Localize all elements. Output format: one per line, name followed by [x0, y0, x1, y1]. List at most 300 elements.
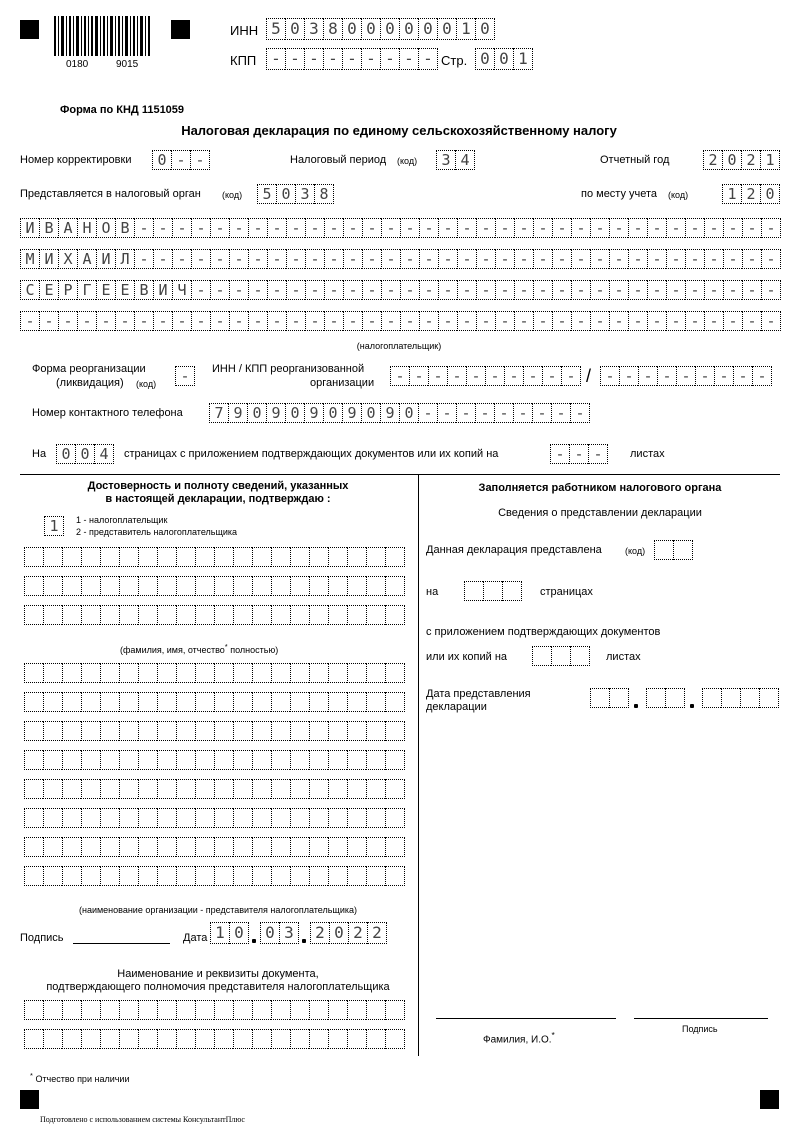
cell	[366, 866, 385, 886]
cell: -	[190, 150, 210, 170]
cell	[100, 605, 119, 625]
grid-row	[24, 721, 408, 739]
cell	[157, 866, 176, 886]
cell	[233, 576, 252, 596]
cell	[252, 1029, 271, 1049]
cell: А	[77, 249, 96, 269]
cell	[81, 663, 100, 683]
cell	[24, 663, 43, 683]
cell: -	[494, 403, 513, 423]
cell: 0	[361, 403, 380, 423]
cell: 0	[399, 18, 418, 40]
cell	[62, 750, 81, 770]
cell: -	[419, 311, 438, 331]
cell	[385, 721, 405, 741]
cell: -	[171, 150, 190, 170]
cell	[24, 605, 43, 625]
cell	[100, 1000, 119, 1020]
cell	[271, 663, 290, 683]
cell: -	[229, 249, 248, 269]
cell	[24, 866, 43, 886]
cell: -	[476, 311, 495, 331]
cell	[100, 866, 119, 886]
cell: -	[666, 249, 685, 269]
cell	[119, 750, 138, 770]
cell	[157, 721, 176, 741]
cell: 4	[455, 150, 475, 170]
cell	[138, 663, 157, 683]
cell	[759, 688, 779, 708]
cell	[138, 779, 157, 799]
cell: -	[533, 218, 552, 238]
cell: -	[419, 218, 438, 238]
cell	[290, 808, 309, 828]
cell: -	[761, 280, 781, 300]
cell	[62, 1000, 81, 1020]
corner-marker-bottom-right	[760, 1090, 779, 1109]
cell: -	[343, 280, 362, 300]
cell	[347, 866, 366, 886]
cell: -	[191, 218, 210, 238]
cell: -	[457, 249, 476, 269]
cell	[385, 1000, 405, 1020]
cell	[24, 779, 43, 799]
cell: -	[324, 311, 343, 331]
cell: Е	[96, 280, 115, 300]
cell: 0	[437, 18, 456, 40]
cell: -	[513, 403, 532, 423]
cell	[62, 605, 81, 625]
cell	[24, 750, 43, 770]
cell	[176, 866, 195, 886]
cell	[119, 605, 138, 625]
cell	[385, 576, 405, 596]
cell: 0	[475, 18, 495, 40]
cell: 1	[210, 922, 229, 944]
cell: -	[267, 311, 286, 331]
cell: -	[571, 280, 590, 300]
cell	[385, 779, 405, 799]
cell	[290, 692, 309, 712]
cell: -	[267, 218, 286, 238]
cell: 2	[741, 150, 760, 170]
cell: -	[457, 311, 476, 331]
cell: -	[447, 366, 466, 386]
cell	[195, 837, 214, 857]
cell: 0	[329, 922, 348, 944]
office-date-dot-2	[690, 704, 694, 708]
cell: -	[476, 218, 495, 238]
cell	[309, 663, 328, 683]
cell	[81, 692, 100, 712]
correction-cells	[152, 150, 210, 170]
cell	[176, 779, 195, 799]
signer-type-cells	[44, 516, 64, 536]
cell	[195, 750, 214, 770]
cell	[24, 721, 43, 741]
cell: -	[419, 249, 438, 269]
cell	[290, 605, 309, 625]
cell	[328, 750, 347, 770]
cell: -	[609, 280, 628, 300]
cell	[138, 866, 157, 886]
cell	[252, 866, 271, 886]
signer-option-1: 1 - налогоплательщик	[76, 515, 168, 525]
cell: 1	[456, 18, 475, 40]
taxpayer-caption: (налогоплательщик)	[356, 341, 442, 351]
cell	[43, 866, 62, 886]
cell	[347, 547, 366, 567]
cell	[271, 866, 290, 886]
cell	[309, 547, 328, 567]
cell	[347, 808, 366, 828]
cell	[366, 808, 385, 828]
cell	[100, 692, 119, 712]
cell	[385, 750, 405, 770]
cell	[157, 779, 176, 799]
grid-row	[24, 1000, 408, 1018]
cell	[138, 547, 157, 567]
cell: 9	[342, 403, 361, 423]
cell	[309, 779, 328, 799]
cell	[328, 1029, 347, 1049]
cell: -	[77, 311, 96, 331]
cell: -	[400, 311, 419, 331]
cell	[62, 1029, 81, 1049]
cell	[366, 837, 385, 857]
cell: Л	[115, 249, 134, 269]
cell: -	[685, 249, 704, 269]
cell: -	[532, 403, 551, 423]
block-top-line	[20, 474, 780, 475]
date-day-cells	[210, 922, 249, 944]
cell	[271, 1000, 290, 1020]
cell	[290, 866, 309, 886]
cell: -	[248, 249, 267, 269]
cell	[176, 605, 195, 625]
cell: -	[286, 218, 305, 238]
cell: -	[552, 249, 571, 269]
cell	[252, 605, 271, 625]
office-date-label-1: Дата представления	[426, 688, 531, 700]
cell: 0	[260, 922, 279, 944]
cell: -	[742, 311, 761, 331]
cell: -	[476, 249, 495, 269]
cell: -	[676, 366, 695, 386]
place-cells	[722, 184, 780, 204]
taxpayer-line-3	[20, 280, 781, 300]
cell	[100, 663, 119, 683]
cell	[62, 866, 81, 886]
cell: Р	[58, 280, 77, 300]
cell: -	[609, 311, 628, 331]
cell: -	[533, 280, 552, 300]
cell: -	[495, 280, 514, 300]
cell: 3	[436, 150, 455, 170]
reorg-inn-kpp-label: ИНН / КПП реорганизованной	[212, 363, 365, 375]
cell: -	[305, 280, 324, 300]
cell	[366, 1000, 385, 1020]
cell	[347, 663, 366, 683]
cell: -	[552, 218, 571, 238]
cell	[214, 808, 233, 828]
cell	[385, 866, 405, 886]
cell: И	[39, 249, 58, 269]
org-caption: (наименование организации - представителя налогоплательщика)	[78, 905, 357, 915]
cell: -	[590, 311, 609, 331]
cell	[271, 605, 290, 625]
cell: -	[361, 48, 380, 70]
grid-row	[24, 779, 408, 797]
cell: 0	[342, 18, 361, 40]
authority-code-label: (код)	[222, 190, 243, 200]
cell	[176, 837, 195, 857]
cell	[81, 808, 100, 828]
cell: -	[343, 218, 362, 238]
cell: И	[153, 280, 172, 300]
grid-row	[24, 605, 408, 623]
cell	[366, 576, 385, 596]
prepared-by-footer: Подготовлено с использованием системы КонсультантПлюс	[40, 1115, 245, 1124]
cell: 8	[314, 184, 334, 204]
corner-marker-bottom-left	[20, 1090, 39, 1109]
cell: -	[324, 280, 343, 300]
cell: -	[409, 366, 428, 386]
cell	[157, 1029, 176, 1049]
cell: 9	[228, 403, 247, 423]
cell: Г	[77, 280, 96, 300]
office-sheets-label: листах	[606, 651, 641, 663]
confirm-heading-2: в настоящей декларации, подтверждаю :	[105, 493, 331, 505]
grid-row	[24, 663, 408, 681]
cell	[271, 1029, 290, 1049]
cell: -	[570, 403, 590, 423]
date-dot-2	[302, 939, 306, 943]
cell	[328, 866, 347, 886]
cell	[347, 1029, 366, 1049]
cell: -	[248, 311, 267, 331]
cell: -	[457, 280, 476, 300]
cell: -	[600, 366, 619, 386]
cell: -	[20, 311, 39, 331]
confirm-heading-1: Достоверность и полноту сведений, указанных	[87, 480, 349, 492]
grid-row	[24, 808, 408, 826]
cell: -	[229, 311, 248, 331]
cell: -	[571, 311, 590, 331]
cell	[100, 576, 119, 596]
cell	[157, 547, 176, 567]
cell: -	[362, 249, 381, 269]
cell	[385, 1029, 405, 1049]
cell	[673, 540, 693, 560]
pages-middle-text: страницах с приложением подтверждающих документов или их копий на	[124, 448, 499, 460]
cell	[290, 721, 309, 741]
cell: 0	[361, 18, 380, 40]
cell	[271, 576, 290, 596]
cell: 5	[266, 18, 285, 40]
cell: -	[552, 280, 571, 300]
page-cells	[475, 48, 533, 70]
cell	[347, 837, 366, 857]
cell	[138, 576, 157, 596]
cell	[654, 540, 673, 560]
cell	[290, 1029, 309, 1049]
cell	[702, 688, 721, 708]
cell: -	[456, 403, 475, 423]
cell: -	[704, 280, 723, 300]
cell	[271, 837, 290, 857]
cell	[290, 547, 309, 567]
cell	[385, 837, 405, 857]
cell: Е	[39, 280, 58, 300]
cell	[81, 750, 100, 770]
cell	[252, 692, 271, 712]
cell	[214, 576, 233, 596]
cell: -	[229, 280, 248, 300]
cell	[195, 692, 214, 712]
cell: -	[428, 366, 447, 386]
cell: 0	[247, 403, 266, 423]
cell	[385, 808, 405, 828]
cell: 0	[276, 184, 295, 204]
period-cells	[436, 150, 475, 170]
cell: -	[400, 280, 419, 300]
cell	[347, 605, 366, 625]
cell	[138, 837, 157, 857]
cell	[214, 1029, 233, 1049]
cell	[176, 663, 195, 683]
period-code-label: (код)	[397, 156, 418, 166]
cell: -	[457, 218, 476, 238]
cell	[62, 837, 81, 857]
cell	[100, 1029, 119, 1049]
cell	[195, 808, 214, 828]
barcode-number-right: 9015	[116, 59, 139, 70]
cell: -	[305, 311, 324, 331]
submitted-cells	[654, 540, 693, 560]
cell: 0	[285, 18, 304, 40]
cell: -	[305, 218, 324, 238]
barcode-number-left: 0180	[66, 59, 89, 70]
cell: -	[704, 249, 723, 269]
cell	[43, 1029, 62, 1049]
cell: -	[266, 48, 285, 70]
cell	[385, 605, 405, 625]
cell	[81, 866, 100, 886]
cell: -	[733, 366, 752, 386]
cell: 0	[494, 48, 513, 70]
office-on-label: на	[426, 586, 439, 598]
cell: -	[514, 218, 533, 238]
cell	[138, 808, 157, 828]
cell	[366, 779, 385, 799]
inn-cells	[266, 18, 495, 40]
office-subheading: Сведения о представлении декларации	[498, 507, 702, 519]
cell	[138, 721, 157, 741]
cell	[138, 1029, 157, 1049]
cell	[62, 663, 81, 683]
cell	[176, 547, 195, 567]
cell	[119, 1000, 138, 1020]
cell: -	[590, 280, 609, 300]
cell	[81, 779, 100, 799]
cell: -	[210, 311, 229, 331]
corner-marker-top-left	[20, 20, 39, 39]
cell: -	[191, 249, 210, 269]
cell: -	[542, 366, 561, 386]
cell	[157, 808, 176, 828]
cell	[347, 750, 366, 770]
cell: -	[438, 249, 457, 269]
cell	[81, 547, 100, 567]
cell	[290, 837, 309, 857]
cell	[43, 1000, 62, 1020]
cell: 1	[722, 184, 741, 204]
cell: -	[381, 249, 400, 269]
cell: И	[20, 218, 39, 238]
sheets-cells	[550, 444, 608, 464]
cell: -	[400, 218, 419, 238]
cell	[309, 721, 328, 741]
cell	[62, 779, 81, 799]
cell: -	[323, 48, 342, 70]
place-code-label: (код)	[668, 190, 689, 200]
cell	[43, 837, 62, 857]
cell: -	[685, 311, 704, 331]
cell: М	[20, 249, 39, 269]
cell	[328, 692, 347, 712]
office-fio-label: Фамилия, И.О.*	[483, 1030, 555, 1046]
cell	[214, 605, 233, 625]
cell	[119, 1029, 138, 1049]
cell: -	[723, 280, 742, 300]
cell: -	[761, 218, 781, 238]
cell: -	[551, 403, 570, 423]
pages-on-label: На	[32, 448, 47, 460]
cell: -	[569, 444, 588, 464]
reorg-inn-kpp-label-2: организации	[310, 377, 375, 389]
cell	[157, 750, 176, 770]
cell: -	[588, 444, 608, 464]
cell	[157, 605, 176, 625]
cell	[290, 576, 309, 596]
cell: 3	[304, 18, 323, 40]
office-sheets-cells	[532, 646, 590, 666]
cell	[551, 646, 570, 666]
cell: 3	[279, 922, 299, 944]
cell	[271, 721, 290, 741]
reorg-inn-cells	[390, 366, 581, 386]
cell	[214, 837, 233, 857]
cell: -	[399, 48, 418, 70]
cell	[570, 646, 590, 666]
cell	[233, 866, 252, 886]
cell	[195, 547, 214, 567]
cell	[252, 1000, 271, 1020]
cell	[157, 692, 176, 712]
cell: -	[172, 249, 191, 269]
cell	[43, 692, 62, 712]
cell: -	[324, 218, 343, 238]
cell: -	[381, 218, 400, 238]
cell	[385, 663, 405, 683]
cell: -	[418, 403, 437, 423]
cell: -	[286, 311, 305, 331]
cell	[43, 547, 62, 567]
cell: -	[495, 249, 514, 269]
cell	[100, 750, 119, 770]
cell	[309, 1000, 328, 1020]
